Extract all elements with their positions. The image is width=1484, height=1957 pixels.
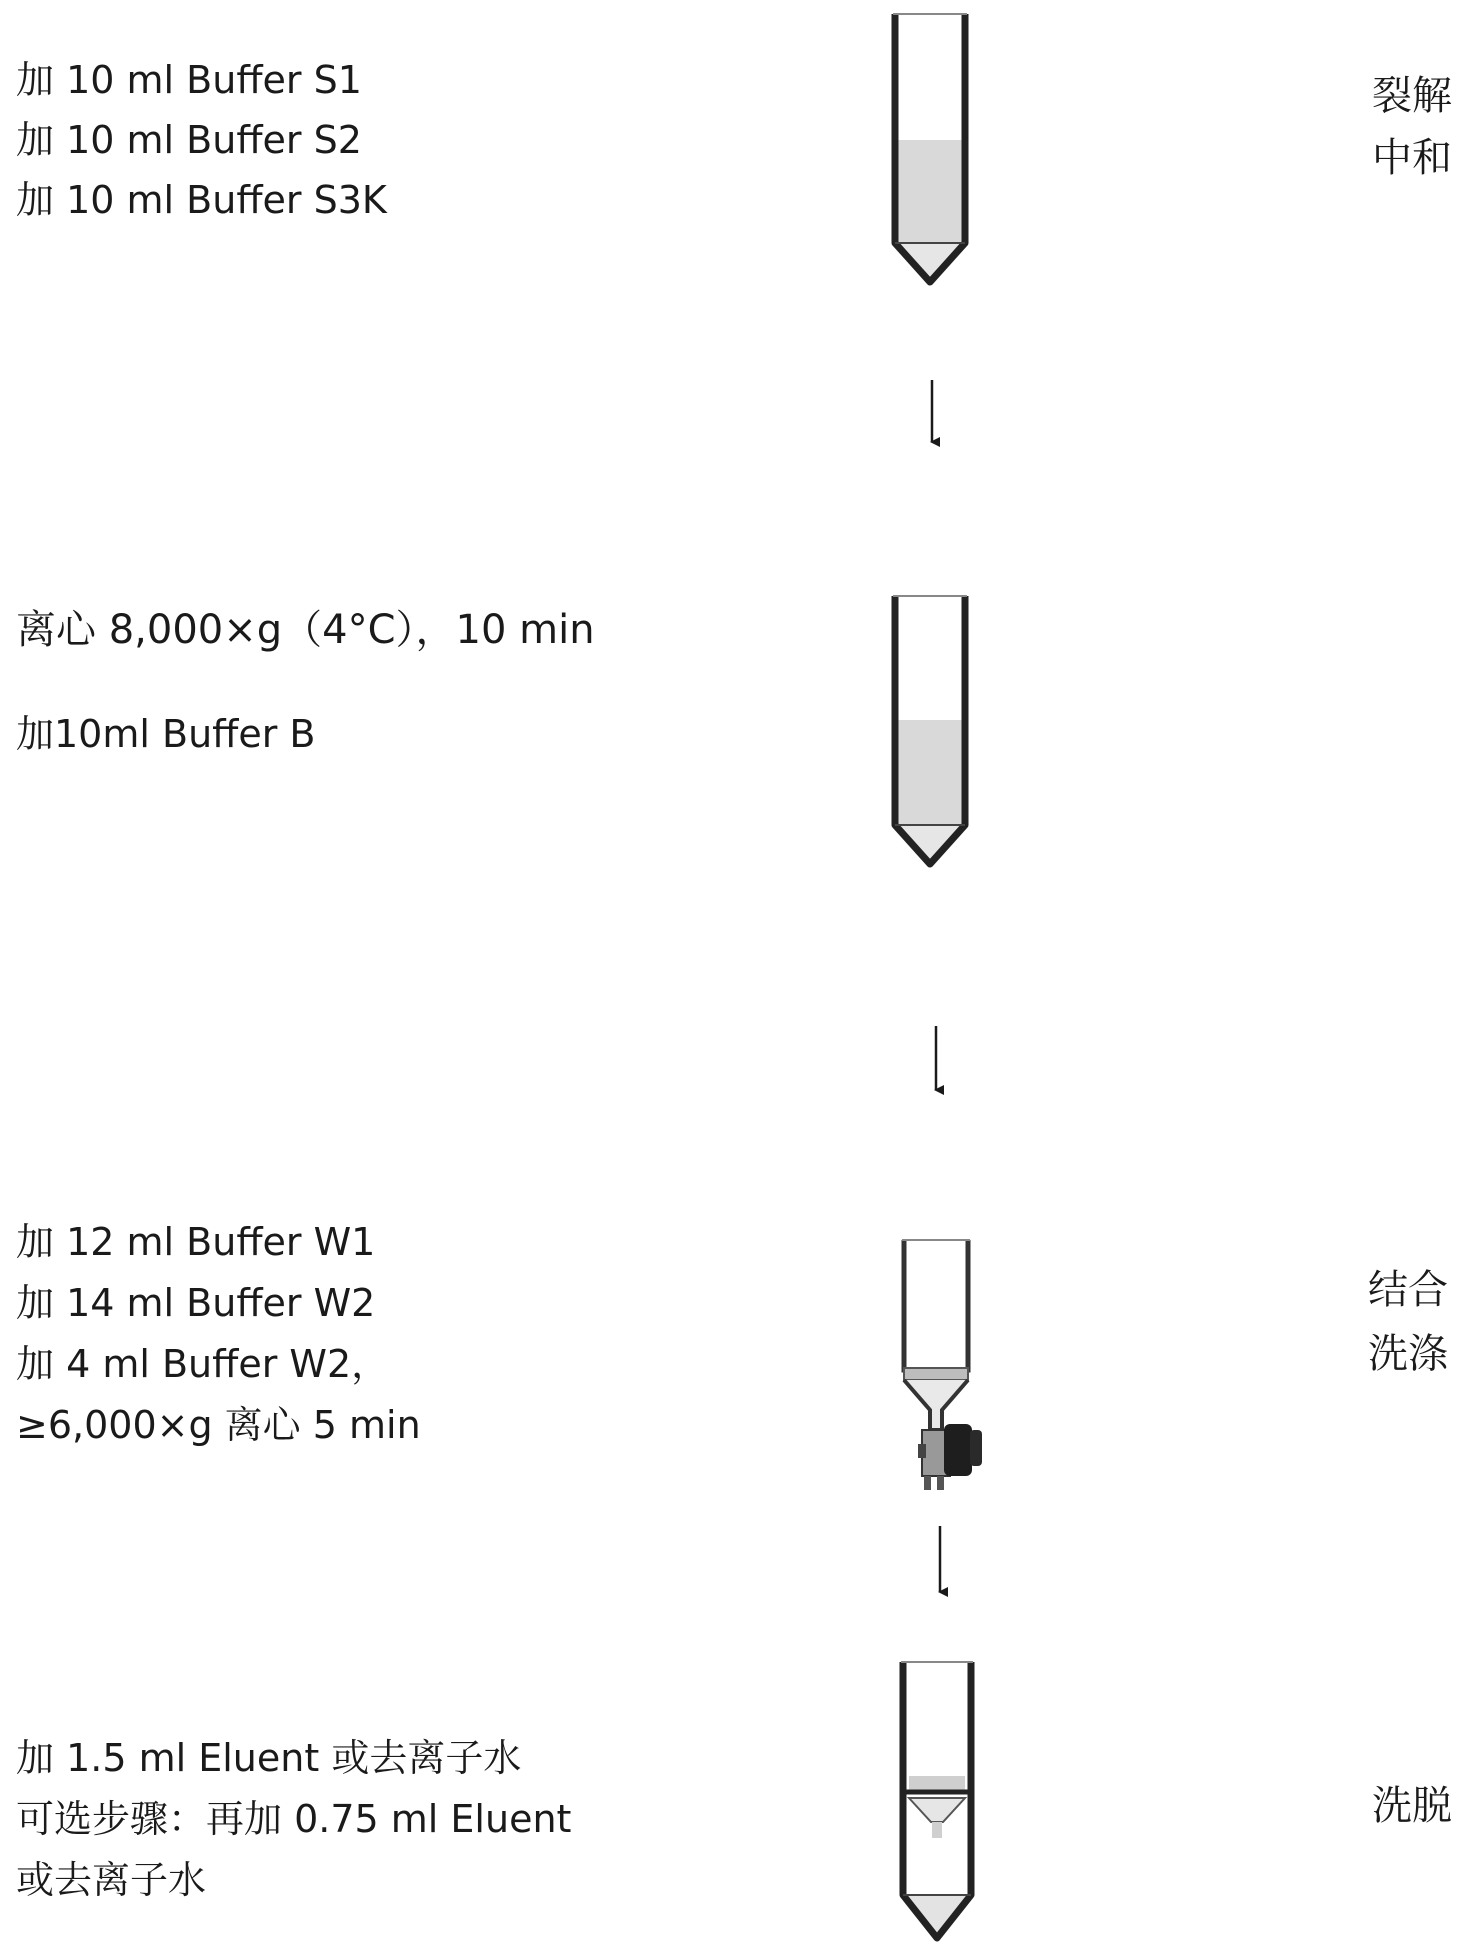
centrifuge-tube-2 [893, 596, 967, 864]
step3-instruction-4: ≥6,000×g 离心 5 min [16, 1403, 421, 1447]
step4-instruction-3: 或去离子水 [16, 1858, 207, 1902]
step3-label-2: 洗涤 [1368, 1331, 1448, 1377]
column-in-collection-tube [901, 1662, 973, 1938]
step2-instruction-1: 离心 8,000×g（4°C），10 min [16, 607, 595, 653]
step4-instruction-1: 加 1.5 ml Eluent 或去离子水 [16, 1736, 522, 1780]
step1-label-2: 中和 [1372, 135, 1452, 181]
centrifuge-tube-1 [893, 14, 967, 282]
step4-label-1: 洗脱 [1372, 1783, 1452, 1829]
filter-column-with-stopcock [902, 1240, 982, 1490]
step3-instruction-1: 加 12 ml Buffer W1 [16, 1220, 376, 1264]
step1-instruction-1: 加 10 ml Buffer S1 [16, 58, 362, 102]
step1-instruction-2: 加 10 ml Buffer S2 [16, 118, 362, 162]
step2-instruction-2: 加10ml Buffer B [16, 712, 316, 756]
step1-label-1: 裂解 [1372, 73, 1452, 119]
step3-label-1: 结合 [1368, 1267, 1448, 1313]
step3-instruction-3: 加 4 ml Buffer W2， [16, 1342, 390, 1386]
step3-instruction-2: 加 14 ml Buffer W2 [16, 1281, 376, 1325]
step1-instruction-3: 加 10 ml Buffer S3K [16, 178, 387, 222]
step4-instruction-2: 可选步骤：再加 0.75 ml Eluent [16, 1797, 572, 1841]
